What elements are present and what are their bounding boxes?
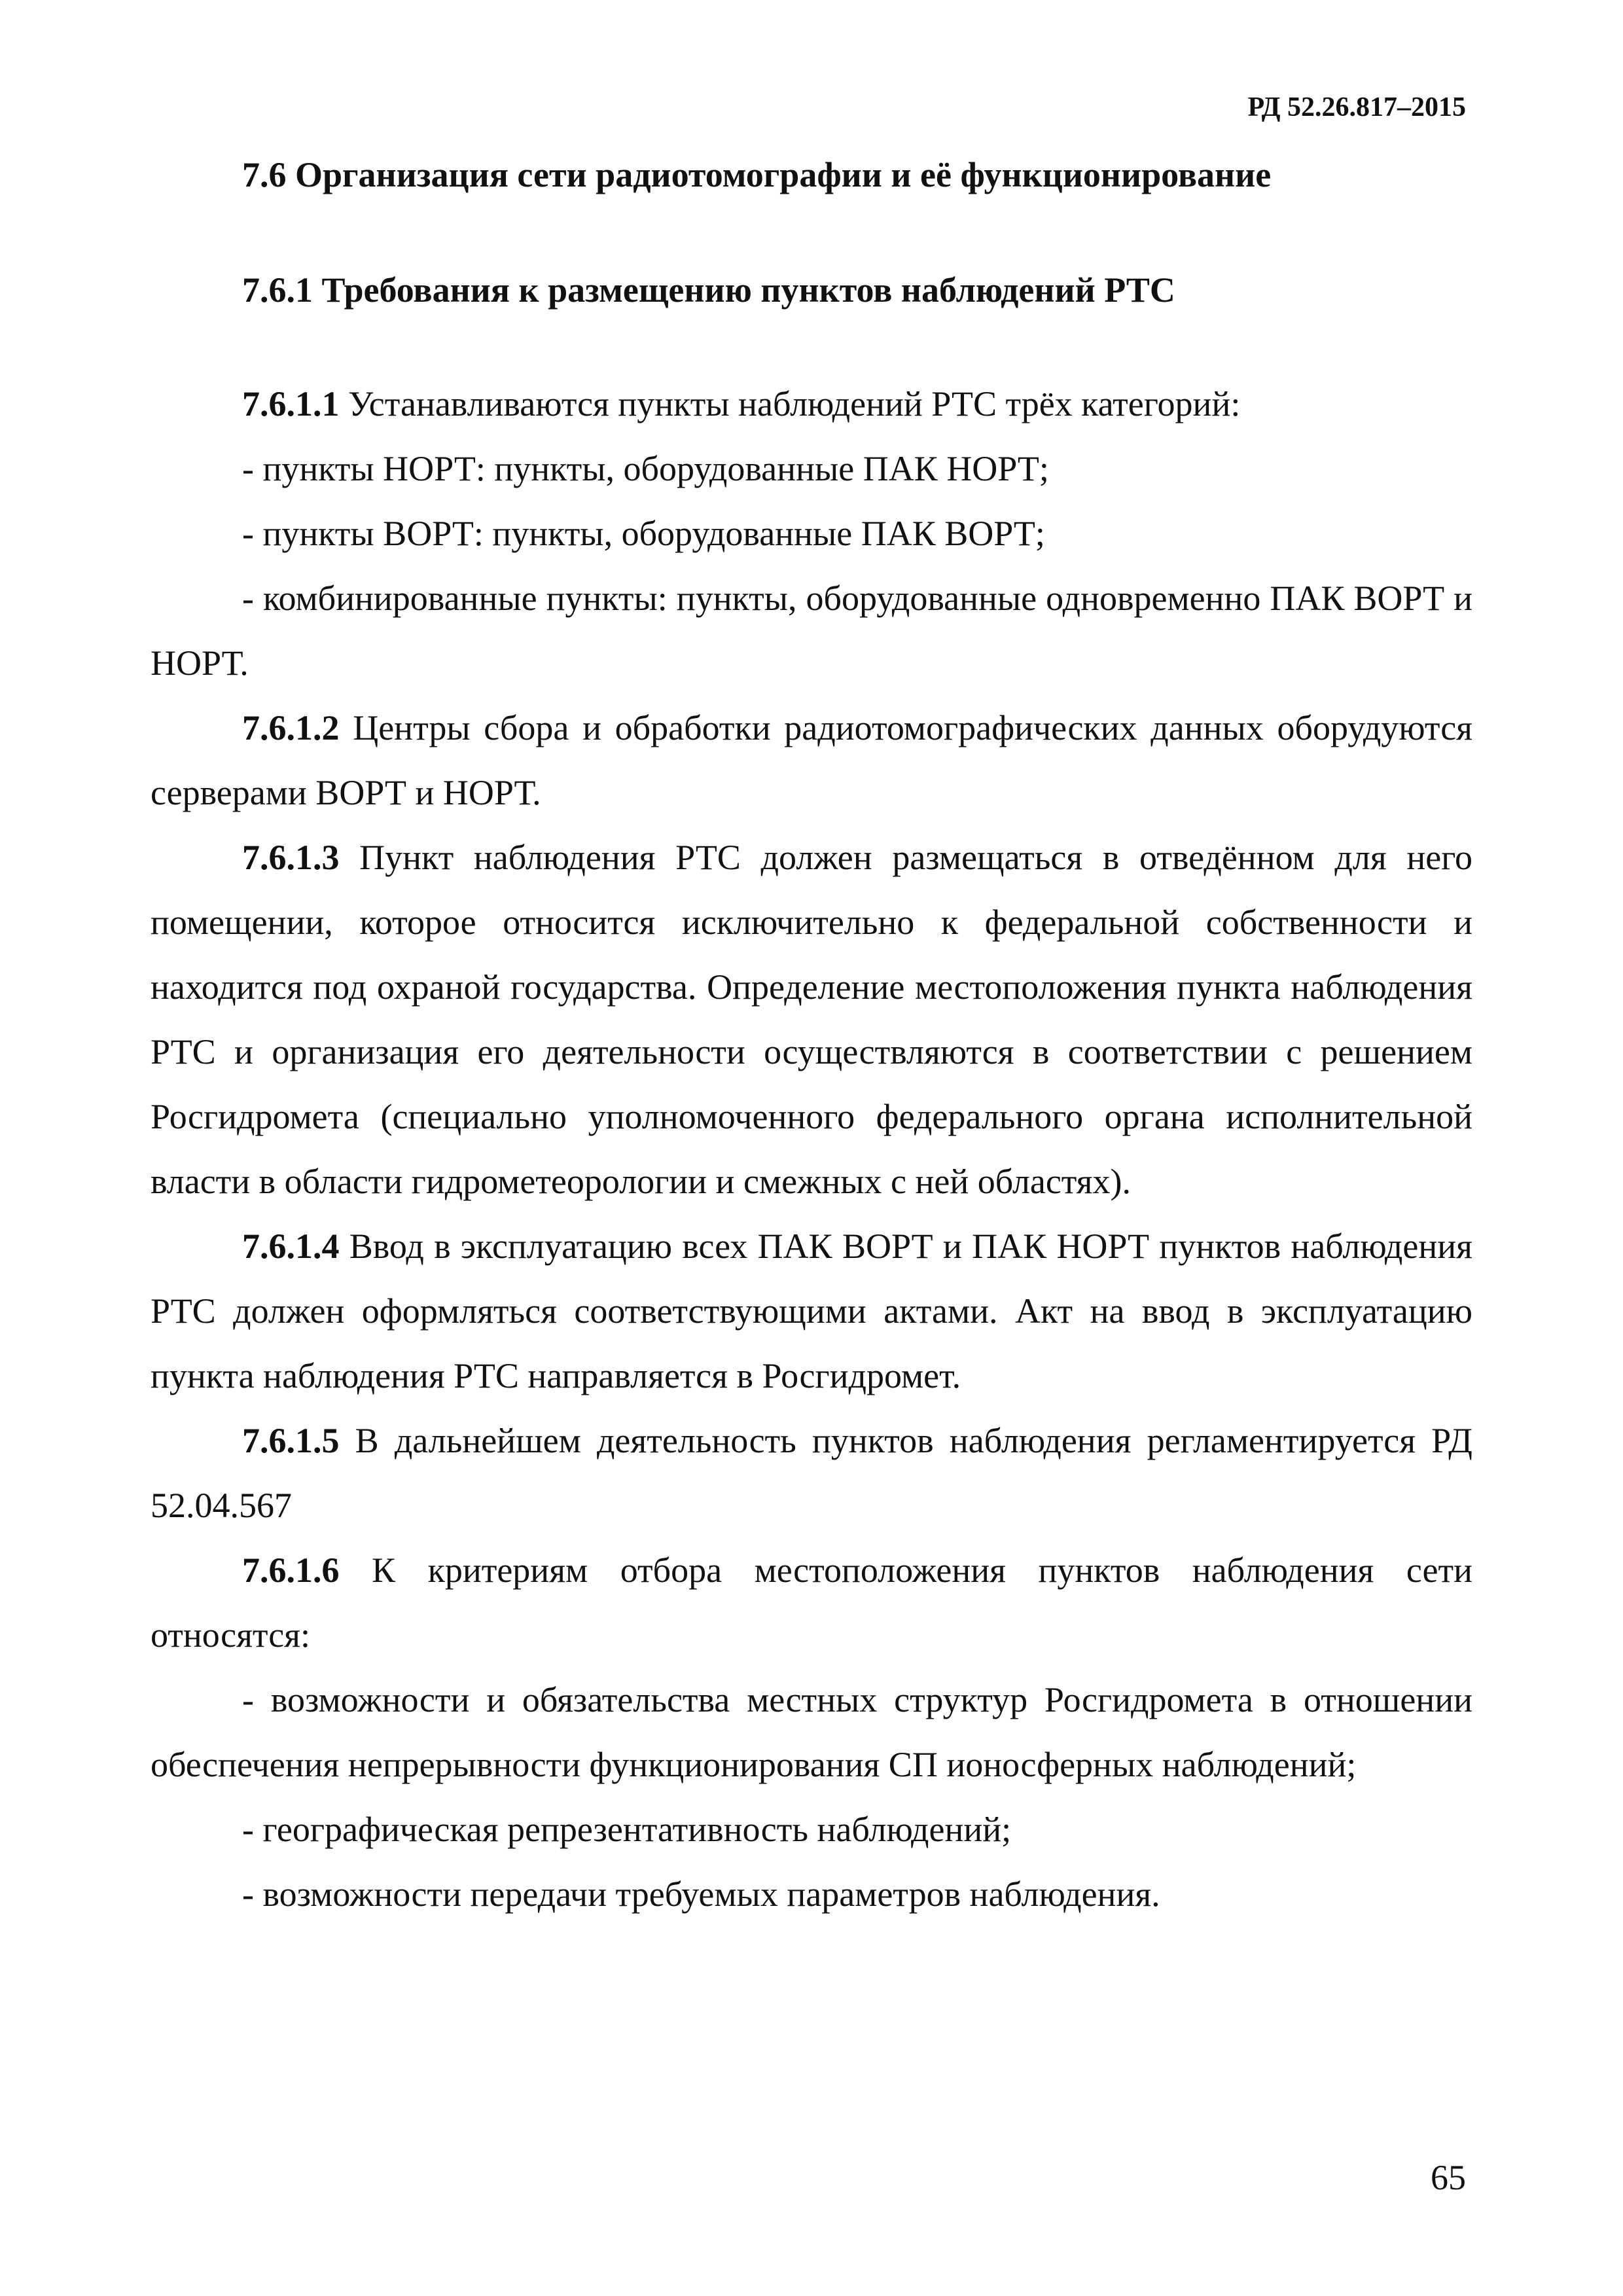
list-item-text: - пункты НОРТ: пункты, оборудованные ПАК НОРТ; [242, 449, 1049, 488]
section-heading: 7.6 Организация сети радиотомографии и её функционирование [242, 155, 1272, 194]
paragraph-7-6-1-4 [151, 1214, 1472, 1408]
paragraph-7-6-1-5 [151, 1408, 1472, 1538]
list-item-text: - географическая репрезентативность наблюдений; [242, 1810, 1012, 1849]
paragraph-text: В дальнейшем деятельность пунктов наблюдения регламентируется РД 52.04.567 [151, 1421, 1472, 1525]
subsection-heading: 7.6.1 Требования к размещению пунктов наблюдений РТС [242, 270, 1175, 310]
list-item-text: - пункты ВОРТ: пункты, оборудованные ПАК ВОРТ; [242, 514, 1045, 553]
document-code: РД 52.26.817–2015 [1247, 92, 1466, 122]
page-number: 65 [1431, 2158, 1466, 2197]
clause-number: 7.6.1.4 [242, 1227, 340, 1266]
paragraph-7-6-1-1 [151, 372, 1472, 437]
list-item [151, 1797, 1472, 1862]
paragraph-7-6-1-6 [151, 1538, 1472, 1668]
clause-number: 7.6.1.2 [242, 708, 340, 747]
list-item [151, 1862, 1472, 1927]
paragraph-7-6-1-3 [151, 825, 1472, 1214]
clause-number: 7.6.1.5 [242, 1421, 340, 1460]
clause-number: 7.6.1.3 [242, 838, 340, 877]
clause-number: 7.6.1.6 [242, 1551, 340, 1590]
paragraph-text: Устанавливаются пункты наблюдений РТС трёх категорий: [339, 384, 1241, 423]
paragraph-7-6-1-2 [151, 696, 1472, 825]
body-text [151, 372, 1472, 1927]
paragraph-text: Центры сбора и обработки радиотомографических данных оборудуются серверами ВОРТ и НОРТ. [151, 708, 1472, 812]
clause-number: 7.6.1.1 [242, 384, 340, 423]
list-item [151, 501, 1472, 566]
paragraph-text: Пункт наблюдения РТС должен размещаться в отведённом для него помещении, которое относится исключительно к федеральной собственности и находится под охраной государства. Определение местоположения пункта наблюдения РТС и организация его деятельности осуществляются в соответствии с решением Росгидромета (специально уполномоченного федерального органа исполнительной власти в области гидрометеорологии и смежных с ней областях). [151, 838, 1472, 1201]
list-item [151, 1668, 1472, 1797]
list-item-text: - возможности передачи требуемых параметров наблюдения. [242, 1874, 1160, 1914]
list-item-text: - комбинированные пункты: пункты, оборудованные одновременно ПАК ВОРТ и НОРТ. [151, 579, 1472, 683]
list-item-text: - возможности и обязательства местных структур Росгидромета в отношении обеспечения непрерывности функционирования СП ионосферных наблюдений; [151, 1680, 1472, 1784]
list-item [151, 437, 1472, 501]
list-item [151, 566, 1472, 696]
paragraph-text: Ввод в эксплуатацию всех ПАК ВОРТ и ПАК НОРТ пунктов наблюдения РТС должен оформляться соответствующими актами. Акт на ввод в эксплуатацию пункта наблюдения РТС направляется в Росгидромет. [151, 1227, 1472, 1395]
paragraph-text: К критериям отбора местоположения пунктов наблюдения сети относятся: [151, 1551, 1472, 1655]
